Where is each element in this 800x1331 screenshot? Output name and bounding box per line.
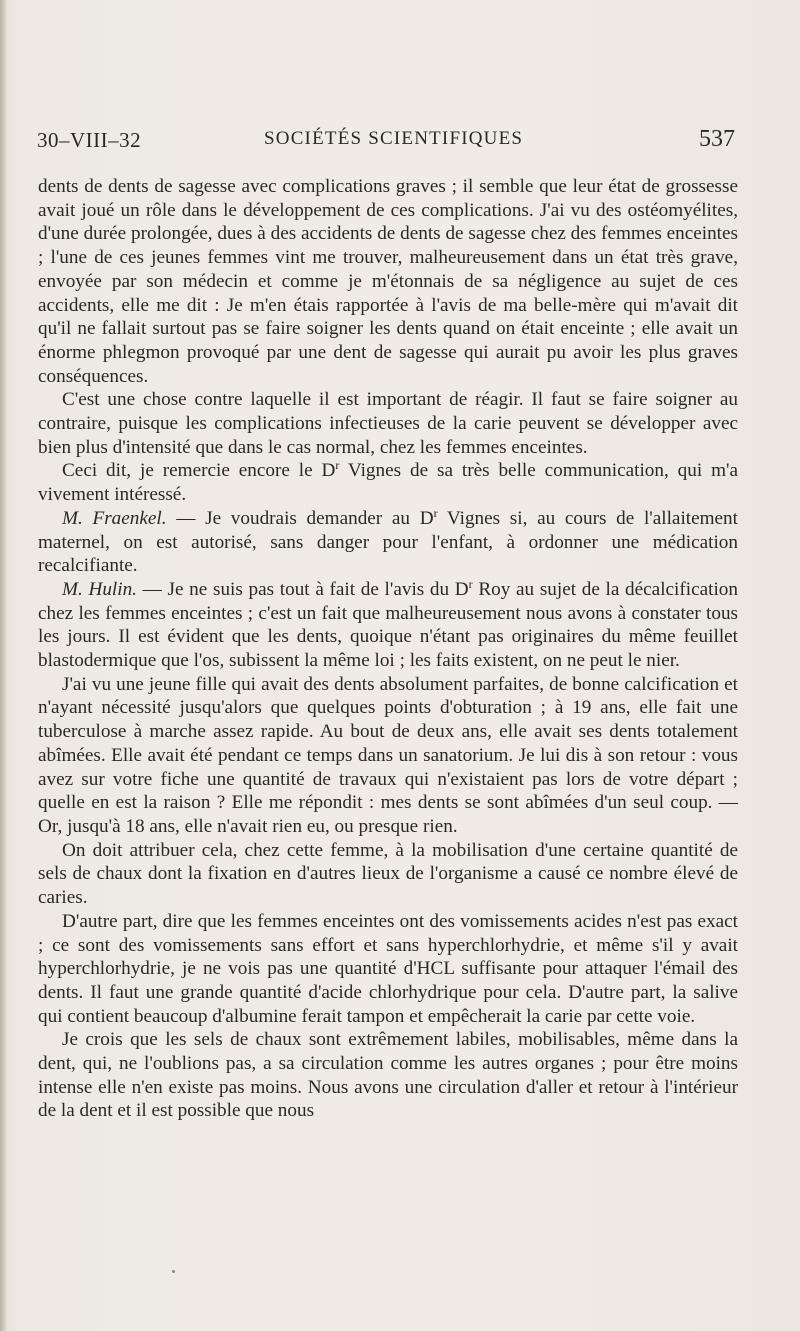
running-header — [37, 126, 737, 156]
body-text — [38, 175, 738, 1123]
print-speck — [172, 1270, 175, 1273]
paragraph: Je crois que les sels de chaux sont extrêmement labiles, mobilisables, même dans la dent, qui, ne l'oublions pas, a sa circulation comme les autres organes ; pour être moins intense elle n'en existe pas moins. Nous avons une circulation d'aller et retour à l'intérieur de la dent et il est possible que nous — [38, 1029, 738, 1122]
page-spine-shadow — [0, 0, 6, 1331]
speaker-name: M. Fraenkel. — [62, 507, 167, 529]
page-number: 537 — [699, 126, 735, 152]
paragraph: M. Hulin. — Je ne suis pas tout à fait de l'avis du $D^r$ Roy au sujet de la décalcification chez les femmes enceintes ; c'est un fait que malheureusement nous avons à constater tous les jours. Il est évident que les dents, quoique n'étant pas originaires du même feuillet blastodermique que l'os, subissent la même loi ; les faits existent, on ne peut le nier. — [38, 576, 738, 672]
header-date: 30–VIII–32 — [37, 128, 142, 152]
paragraph: D'autre part, dire que les femmes enceintes ont des vomissements acides n'est pas exact ; ce sont des vomissements sans effort et sans hyperchlorhydrie, et même s'il y avait hyperchlorhydrie, je ne vois pas une quantité d'HCL suffisante pour attaquer l'émail des dents. Il faut une grande quantité d'acide chlorhydrique pour cela. D'autre part, la salive qui contient beaucoup d'albumine ferait tampon et empêcherait la carie par cette voie. — [38, 910, 738, 1027]
header-title: SOCIÉTÉS SCIENTIFIQUES — [264, 128, 524, 149]
paragraph: C'est une chose contre laquelle il est important de réagir. Il faut se faire soigner au contraire, puisque les complications infectieuses de la carie peuvent se développer avec bien plus d'intensité que dans le cas normal, chez les femmes enceintes. — [38, 389, 738, 458]
speaker-name: M. Hulin. — [62, 578, 137, 600]
paragraph: dents de dents de sagesse avec complications graves ; il semble que leur état de grossesse avait joué un rôle dans le développement de ces complications. J'ai vu des ostéomyélites, d'une durée prolongée, dues à des accidents de dents de sagesse chez des femmes enceintes ; l'une de ces jeunes femmes vint me trouver, malheureusement dans un état très grave, envoyée par son médecin et comme je m'étonnais de sa négligence au sujet de ces accidents, elle me dit : Je m'en étais rapportée à l'avis de ma belle-mère qui m'avait dit qu'il ne fallait surtout pas se faire soigner les dents quand on était enceinte ; elle avait un énorme phlegmon provoqué par une dent de sagesse qui aurait pu avoir les plus graves conséquences. — [38, 176, 738, 387]
paragraph: Ceci dit, je remercie encore le $D^r$ Vignes de sa très belle communication, qui m'a vivement intéressé. — [38, 458, 738, 506]
paragraph: J'ai vu une jeune fille qui avait des dents absolument parfaites, de bonne calcification et n'ayant nécessité jusqu'alors que quelques points d'obturation ; à 19 ans, elle fait une tuberculose à marche assez rapide. Au bout de deux ans, elle avait ses dents totalement abîmées. Elle avait été pendant ce temps dans un sanatorium. Je lui dis à son retour : vous avez sur votre fiche une quantité de travaux qui n'existaient pas lors de votre départ ; quelle en est la raison ? Elle me répondit : mes dents se sont abîmées d'un seul coup. — Or, jusqu'à 18 ans, elle n'avait rien eu, ou presque rien. — [38, 673, 738, 837]
paragraph: M. Fraenkel. — Je voudrais demander au $D^r$ Vignes si, au cours de l'allaitement maternel, on est autorisé, sans danger pour l'enfant, à ordonner une médication recalcifiante. — [38, 505, 738, 577]
paragraph: On doit attribuer cela, chez cette femme, à la mobilisation d'une certaine quantité de sels de chaux dont la fixation en d'autres lieux de l'organisme a causé ce nombre élevé de caries. — [38, 839, 738, 909]
